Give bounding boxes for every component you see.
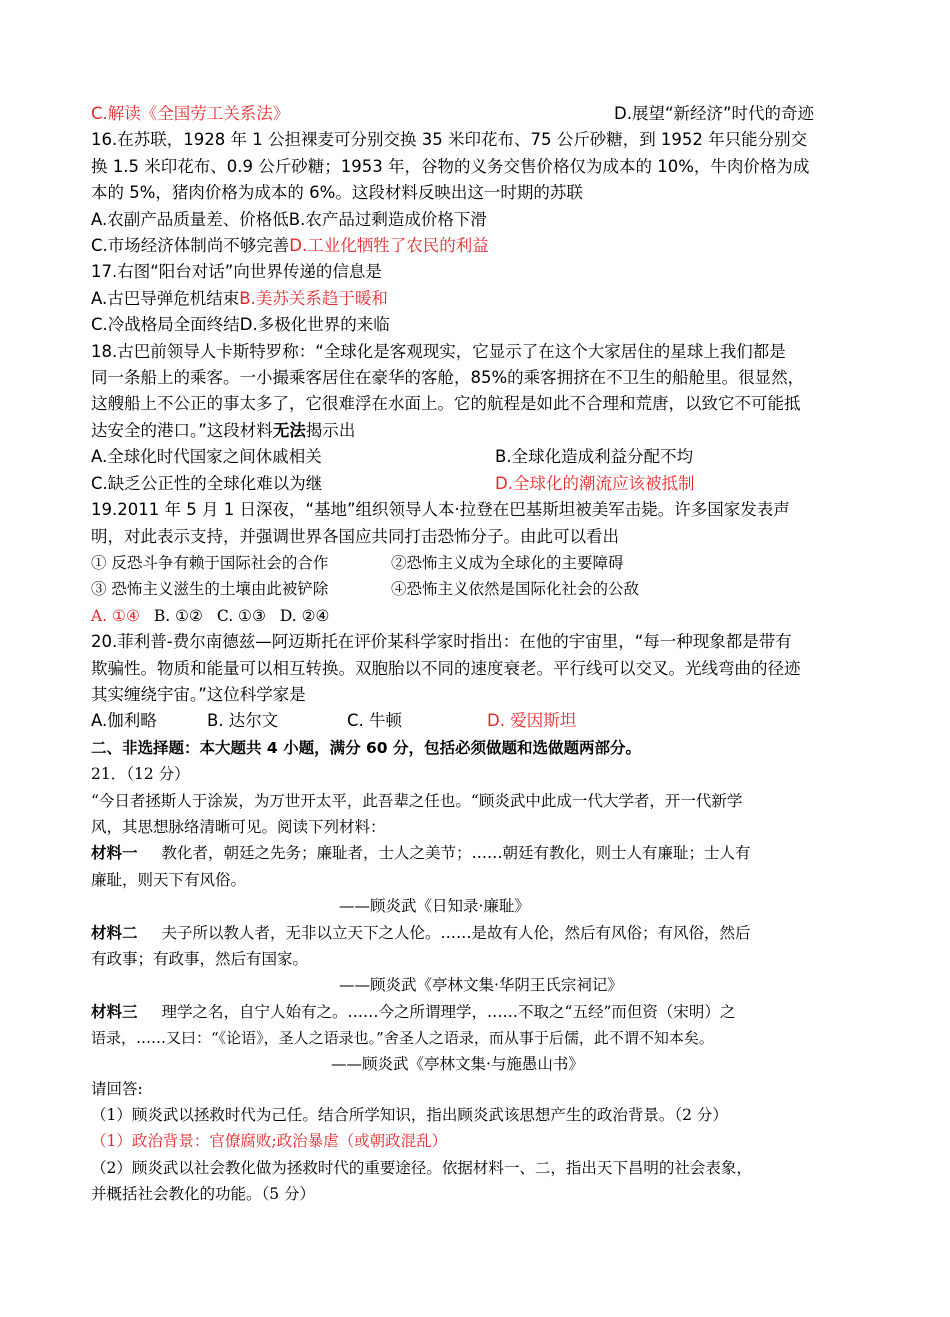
q16-stem-2: 换 1.5 米印花布、0.9 公斤砂糖；1953 年，谷物的义务交售价格仅为成本的 10%，牛肉价格为成 (91, 156, 810, 176)
q20-option-c: C. 牛顿 (347, 711, 403, 731)
material-2 (91, 920, 866, 946)
q21-part-2b: 并概括社会教化的功能。（5 分） (91, 1185, 316, 1204)
q20-options (91, 708, 866, 734)
q18-option-b: B.全球化造成利益分配不均 (495, 447, 694, 467)
q20-option-a: A.伽利略 (91, 711, 157, 731)
q21-part-1: （1）顾炎武以拯救时代为己任。结合所学知识，指出顾炎武该思想产生的政治背景。（2 分） (91, 1106, 728, 1125)
q17-options-ab (91, 286, 866, 312)
q18-stem-4-post: 揭示出 (305, 420, 356, 440)
q16-stem-1: 16.在苏联，1928 年 1 公担裸麦可分别交换 35 米印花布、75 公斤砂糖，到 1952 年只能分别交 (91, 130, 808, 150)
q18-stem-3: 这艘船上不公正的事太多了，它很难浮在水面上。它的航程是如此不合理和荒唐，以致它不可能抵 (91, 394, 801, 414)
q18-option-d: D.全球化的潮流应该被抵制 (495, 473, 695, 493)
q16-stem-3: 本的 5%，猪肉价格为成本的 6%。这段材料反映出这一时期的苏联 (91, 183, 583, 203)
q19-option-c: C. ①③ (216, 606, 266, 625)
material-1-text-2: 廉耻，则天下有风俗。 (91, 870, 247, 889)
material-3-label: 材料三 (91, 1001, 138, 1021)
q19-option-a: A. ①④ (91, 606, 140, 625)
q17-stem: 17.右图“阳台对话”向世界传递的信息是 (91, 262, 382, 282)
material-1 (91, 840, 866, 866)
material-1-text: 教化者，朝廷之先务；廉耻者，士人之美节；……朝廷有教化，则士人有廉耻；士人有 (161, 844, 751, 863)
q20-option-d: D. 爱因斯坦 (487, 711, 577, 731)
q21-head: 21．（12 分） (91, 765, 190, 784)
q18-options-ab (91, 444, 866, 470)
material-2-label: 材料二 (91, 922, 138, 942)
q19-statement-3: ③ 恐怖主义滋生的土壤由此被铲除 (91, 580, 329, 599)
q20-stem-3: 其实缠绕宇宙。”这位科学家是 (91, 684, 306, 704)
q21-ask: 请回答: (91, 1079, 143, 1098)
q15-option-d: D.展望“新经济”时代的奇迹 (614, 104, 815, 123)
q18-stem-2: 同一条船上的乘客。一小撮乘客居住在豪华的客舱，85%的乘客拥挤在不卫生的船舱里。很显然， (91, 368, 805, 388)
q18-stem-1: 18.古巴前领导人卡斯特罗称：“全球化是客观现实，它显示了在这个大家居住的星球上我们都是 (91, 341, 786, 361)
q18-option-c: C.缺乏公正性的全球化难以为继 (91, 473, 323, 493)
q19-stem-1: 19.2011 年 5 月 1 日深夜，“基地”组织领导人本·拉登在巴基斯坦被美军击毙。许多国家发表声 (91, 500, 790, 520)
q19-statements-34 (91, 576, 866, 602)
q18-stem-4-bold: 无法 (272, 420, 306, 440)
q19-stem-2: 明，对此表示支持，并强调世界各国应共同打击恐怖分子。由此可以看出 (91, 526, 619, 546)
q17-option-a: A.古巴导弹危机结束 (91, 288, 240, 308)
q18-options-cd (91, 471, 866, 497)
q16-options-ab (91, 207, 866, 233)
q21-intro-2: 风，其思想脉络清晰可见。阅读下列材料： (91, 817, 386, 836)
q19-option-d: D. ②④ (279, 606, 330, 625)
q15-option-c: C.解读《全国劳工关系法》 (91, 104, 290, 123)
material-1-label: 材料一 (91, 843, 138, 863)
q21-part-1-answer: （1）政治背景：官僚腐败;政治暴虐（或朝政混乱） (91, 1132, 448, 1151)
material-1-source: ——顾炎武《日知录·廉耻》 (339, 897, 530, 916)
q18-stem-4-pre: 达安全的港口。”这段材料 (91, 420, 273, 440)
material-3-text-2: 语录，……又曰：“《论语》，圣人之语录也。”舍圣人之语录，而从事于后儒，此不谓不知本矣。 (91, 1029, 714, 1048)
q16-option-b: B.农产品过剩造成价格下滑 (288, 209, 487, 229)
material-2-source: ——顾炎武《亭林文集·华阴王氏宗祠记》 (339, 976, 623, 995)
section-2-heading: 二、非选择题：本大题共 4 小题，满分 60 分，包括必须做题和选做题两部分。 (91, 738, 641, 757)
q19-statement-2: ②恐怖主义成为全球化的主要障碍 (391, 553, 624, 572)
material-2-text: 夫子所以教人者，无非以立天下之人伦。……是故有人伦，然后有风俗；有风俗，然后 (161, 923, 751, 942)
q18-stem-4 (91, 418, 866, 444)
q16-option-d: D.工业化牺牲了农民的利益 (289, 236, 489, 256)
material-3-source: ——顾炎武《亭林文集·与施愚山书》 (331, 1054, 584, 1073)
q20-stem-2: 欺骗性。物质和能量可以相互转换。双胞胎以不同的速度衰老。平行线可以交叉。光线弯曲的径迹 (91, 658, 801, 678)
q20-option-b: B. 达尔文 (207, 711, 279, 731)
q17-options-cd (91, 312, 866, 338)
material-3-text: 理学之名，自宁人始有之。……今之所谓理学，……不取之“五经”而但资（宋明）之 (161, 1002, 736, 1021)
q19-options (91, 603, 866, 629)
q21-part-2: （2）顾炎武以社会教化做为拯救时代的重要途径。依据材料一、二，指出天下昌明的社会表象， (91, 1158, 752, 1177)
q16-option-a: A.农副产品质量差、价格低 (91, 209, 289, 229)
q17-option-d: D.多极化世界的来临 (239, 315, 390, 335)
material-3 (91, 999, 866, 1025)
q16-option-c: C.市场经济体制尚不够完善 (91, 236, 290, 256)
q21-intro-1: “今日者拯斯人于涂炭，为万世开太平，此吾辈之任也。“顾炎武中此成一代大学者，开一代新学 (91, 791, 743, 810)
q19-statement-1: ① 反恐斗争有赖于国际社会的合作 (91, 553, 329, 572)
q19-option-b: B. ①② (153, 606, 203, 625)
q19-statement-4: ④恐怖主义依然是国际化社会的公敌 (391, 580, 640, 599)
material-2-text-2: 有政事；有政事，然后有国家。 (91, 950, 309, 968)
q15-options-cd (91, 101, 866, 127)
q17-option-c: C.冷战格局全面终结 (91, 315, 240, 335)
q16-options-cd (91, 233, 866, 259)
q17-option-b: B.美苏关系趋于暖和 (239, 288, 388, 308)
exam-page (91, 101, 866, 1208)
q18-option-a: A.全球化时代国家之间休戚相关 (91, 447, 322, 467)
q19-statements-12 (91, 550, 866, 576)
q20-stem-1: 20.菲利普-费尔南德兹—阿迈斯托在评价某科学家时指出：在他的宇宙里，“每一种现象都是带有 (91, 632, 792, 652)
